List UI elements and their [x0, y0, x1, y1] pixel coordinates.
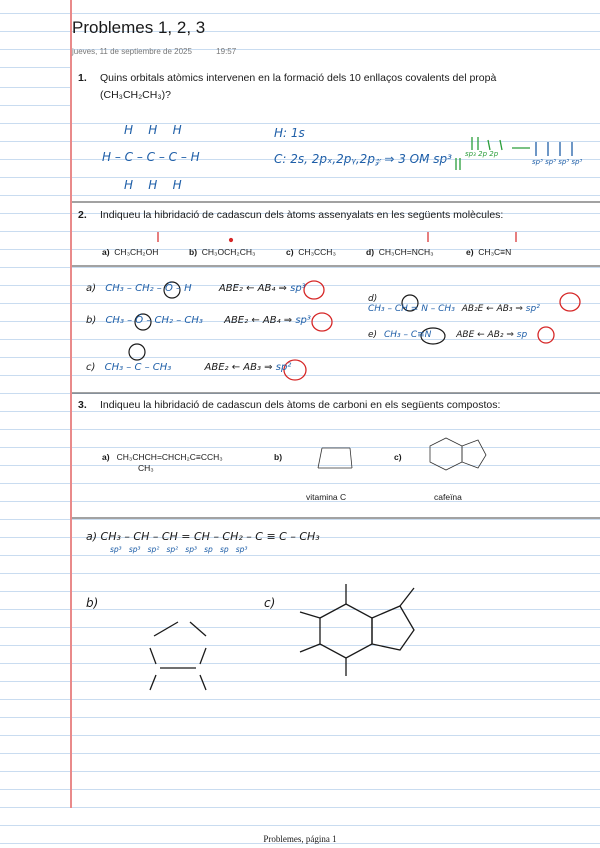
propane-chain: H – C – C – C – H: [102, 150, 200, 164]
answer-a-label: a): [86, 283, 97, 294]
answer-d-hyb: sp²: [525, 304, 540, 314]
q3-option-a: [102, 452, 223, 462]
q2-option-b: [189, 247, 255, 257]
question-1-number: 1.: [78, 72, 87, 84]
q2-option-a: [102, 247, 158, 257]
propane-bottom-h: H H H: [124, 178, 182, 192]
hand-q3-a-hyb: sp³ sp³ sp² sp² sp³ sp sp sp³: [110, 545, 248, 554]
q2-option-c-formula: CH₃CCH₃: [298, 247, 336, 257]
question-1-line1: Quins orbitals atòmics intervenen en la formació dels 10 enllaços covalents del propà: [100, 72, 497, 84]
question-3-number: 3.: [78, 399, 87, 411]
page-date: jueves, 11 de septiembre de 2025: [72, 47, 192, 56]
q3-a-formula: CH₃CHCH=CHCH₂C≡CCH₃: [116, 452, 223, 462]
hand-q3-b: b): [86, 596, 99, 610]
answer-d: [368, 294, 540, 314]
question-2-number: 2.: [78, 209, 87, 221]
question-2-text: [78, 209, 503, 221]
answer-e-chain: CH₃ – C≡N: [383, 330, 432, 340]
hand-h-orbital: H: 1s: [274, 126, 305, 140]
answer-a: [86, 283, 306, 294]
hand-vitamin-c: [150, 622, 206, 690]
answer-c-label: c): [86, 362, 96, 373]
q2-option-e-label: e): [466, 247, 474, 257]
answer-c: [86, 362, 291, 373]
hand-q3-c: c): [264, 596, 276, 610]
answer-b-label: b): [86, 315, 97, 326]
propane-top-h: H H H: [124, 123, 182, 137]
page-time: 19:57: [216, 47, 237, 56]
orbital-labels-2s: sp₃ 2p 2p: [465, 150, 499, 158]
hand-c-orbital: C: 2s, 2pₓ,2pᵧ,2p𝓏 ⇒ 3 OM sp³: [274, 152, 452, 166]
answer-e: [368, 330, 527, 340]
caffeine-name: cafeïna: [434, 492, 462, 502]
q2-option-d-label: d): [366, 247, 375, 257]
q2-option-e-formula: CH₃C≡N: [478, 247, 512, 257]
question-2-line: Indiqueu la hibridació de cadascun dels àtoms assenyalats en les següents molècules:: [100, 209, 504, 221]
q3-a-label: a): [102, 452, 110, 462]
answer-c-chain: CH₃ – C – CH₃: [104, 362, 172, 373]
answer-c-hyb: sp²: [275, 362, 292, 373]
question-3-line: Indiqueu la hibridació de cadascun dels àtoms de carboni en els següents compostos:: [100, 399, 501, 411]
answer-b-hyb: sp³: [295, 315, 311, 326]
answer-b-chain: CH₃ – Ö – CH₂ – CH₃: [105, 315, 203, 326]
answer-a-chain: CH₃ – CH₂ – Ö – H: [105, 283, 192, 294]
orbital-labels-sp3: sp³ sp³ sp³ sp³: [532, 158, 583, 166]
answer-a-rule: ABE₂ ← AB₄ ⇒: [218, 283, 287, 294]
question-1-formula: (CH₃CH₂CH₃)?: [100, 89, 171, 101]
q2-red-markers: [158, 232, 516, 242]
answer-e-rule: ABE ← AB₂ ⇒: [456, 330, 514, 340]
q2-option-d-formula: CH₃CH=NCH₃: [378, 247, 434, 257]
vitamin-c-name: vitamina C: [306, 492, 347, 502]
q2-option-c-label: c): [286, 247, 294, 257]
caffeine-structure: [430, 438, 486, 470]
answer-d-rule: AB₂E ← AB₃ ⇒: [461, 304, 523, 314]
q2-option-b-formula: CH₃OCH₂CH₃: [201, 247, 256, 257]
answer-e-hyb: sp: [516, 330, 528, 340]
hybrid-arrows-sketch: [536, 142, 572, 156]
hand-caffeine: [300, 584, 414, 676]
answer-e-label: e): [368, 330, 378, 340]
vitamin-c-structure: [318, 448, 352, 468]
question-3-text: [78, 399, 500, 411]
q3-a-sub: CH₃: [138, 463, 154, 473]
answer-d-label: d): [368, 294, 378, 304]
answer-d-chain: CH₃ – CH = N – CH₃: [368, 304, 455, 314]
answer-a-hyb: sp³: [290, 283, 306, 294]
answer-b: [86, 315, 311, 326]
q2-option-e: [466, 247, 511, 257]
q2-option-c: [286, 247, 336, 257]
q2-option-a-formula: CH₃CH₂OH: [114, 247, 159, 257]
q2-option-b-label: b): [189, 247, 198, 257]
q2-option-a-label: a): [102, 247, 110, 257]
q3-option-b: b): [274, 452, 283, 462]
hand-q3-a: a) CH₃ – CH – CH = CH – CH₂ – C ≡ C – CH₃: [86, 530, 320, 543]
page-title[interactable]: Problemes 1, 2, 3: [72, 18, 206, 37]
q3-option-c: c): [394, 452, 402, 462]
q2-option-d: [366, 247, 434, 257]
page-footer: Problemes, página 1: [263, 834, 337, 844]
answer-b-rule: ABE₂ ← AB₄ ⇒: [224, 315, 293, 326]
answer-c-rule: ABE₂ ← AB₃ ⇒: [204, 362, 273, 373]
